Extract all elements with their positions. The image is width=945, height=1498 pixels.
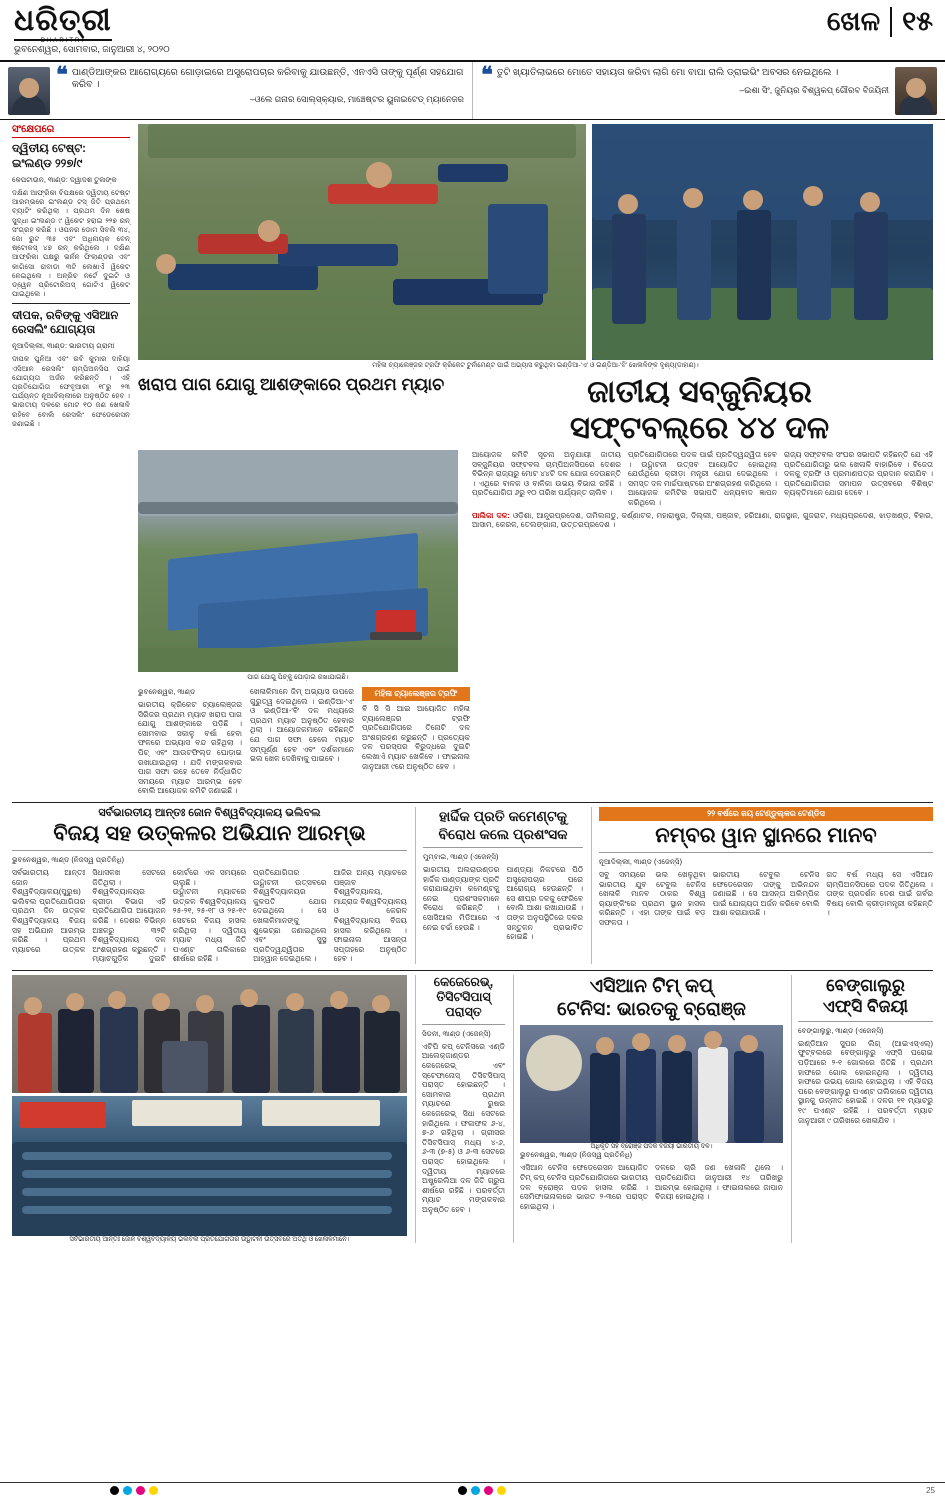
- volleyball-col-1: ସର୍ବଭାରତୀୟ ଆନ୍ତଃ ଜୋନ ବିଶ୍ୱବିଦ୍ୟାଳୟ(ପୁରୁଷ) ଭଲିବଲ ପ୍ରତିଯୋଗିତାର ପ୍ରଥମ ଦିନ ଉତ୍କଳ ବିଶ୍ୱବିଦ୍ୟାଳୟ ବିଜୟ ସହ ଅଭିଯାନ ଆରମ୍ଭ କରିଛି । ପ୍ରଥମ ମ୍ୟାଚରେ ଉତ୍କଳ ସିଧାସଳଖ ସେଟରେ ଜିତିଥିଲା ।: [12, 867, 166, 954]
- footer-page-number: 25: [926, 1486, 935, 1495]
- brief-item-2: [12, 309, 130, 428]
- manav-col-3: ଗତ ବର୍ଷ ମଧ୍ୟ ସେ ଏସିଆନ ଚାମ୍ପିଅନସିପରେ ପଦକ ଜିତିଥିଲେ । ତାଙ୍କ ପ୍ରଦର୍ଶନ ଦେଶ ପାଇଁ ଗର୍ବର ବିଷୟ ବୋଲି କ୍ରୀଡ଼ାମନ୍ତ୍ରୀ କହିଛନ୍ତି ।: [826, 869, 933, 918]
- section-title: ଖେଳ: [826, 6, 881, 36]
- lead-lower-col-b: [250, 687, 354, 796]
- top-photo-row: [138, 124, 933, 360]
- lead-lower-spacer: [478, 687, 933, 796]
- dot-5: [458, 1486, 467, 1495]
- lead-officials-text: ଓଡ଼ିଶା, ଆନ୍ଧ୍ରପ୍ରଦେଶ, ତାମିଲନାଡୁ, କର୍ଣ୍ଣାଟକ, ମହାରାଷ୍ଟ୍ର, ଦିଲ୍ଲୀ, ପଞ୍ଜାବ, ହରିଆଣା, ରାଜସ୍ଥାନ, ଗୁଜରାଟ, ମଧ୍ୟପ୍ରଦେଶ, ଝାଡ଼ଖଣ୍ଡ, ବିହାର, ଆସାମ, କେରଳ, ତେଲଙ୍ଗାନା, ଉତ୍ତରପ୍ରଦେଶ ।: [472, 510, 933, 530]
- masthead: [0, 0, 945, 62]
- volleyball-col-2: ବିଶ୍ୱବିଦ୍ୟାଳୟର କ୍ରୀଡ଼ା ବିଭାଗ ଏହି ପ୍ରତିଯୋଗିତା ଆୟୋଜନ କରିଛି । ଦେଶର ବିଭିନ୍ନ ଅଞ୍ଚଳରୁ ୩୨ଟି ବିଶ୍ୱବିଦ୍ୟାଳୟ ଦଳ ଅଂଶଗ୍ରହଣ କରୁଛନ୍ତି । ମ୍ୟାଚଗୁଡ଼ିକ ଦୁଇଟି କୋର୍ଟରେ ଏକ ସମୟରେ ଚାଲୁଛି ।: [92, 867, 247, 964]
- registration-dots: [110, 1486, 158, 1495]
- story-hardik: [415, 807, 583, 964]
- bottom-photo-col: [12, 975, 407, 1244]
- volleyball-photo-caption: ସର୍ବଭାରତୀୟ ଆନ୍ତଃ ଜୋନ ବିଶ୍ୱବିଦ୍ୟାଳୟ ଭଲିବଲ ପ୍ରତିଯୋଗିତାର ଉଦ୍ଘାଟନୀ ଉତ୍ସବରେ ଅତିଥି ଓ ଖେଳାଳିମାନେ।: [69, 1235, 350, 1243]
- quote-bar: [0, 62, 945, 120]
- lead-headline-row: [138, 374, 933, 446]
- quote-source-1: –ଓଲେ ଗନାର ସୋଲ୍‌ସ୍କ୍ୟାର, ମାଞ୍ଚେଷ୍ଟର ୟୁନାଇଟେଡ୍‌ ମ୍ୟାନେଜର: [250, 94, 464, 104]
- manav-headline: ନମ୍ବର ୱାନ ସ୍ଥାନରେ ମାନବ: [655, 823, 877, 847]
- upper-section: [12, 124, 933, 796]
- hardik-body: [423, 865, 583, 942]
- lead-women-box: [362, 687, 470, 796]
- story-bengaluru: [791, 975, 933, 1244]
- page-number: ୧୫: [902, 6, 933, 36]
- dot-8: [497, 1486, 506, 1495]
- lead-body-col-3: ରାଜ୍ୟ ସଫ୍‌ଟବଲ ସଂଘର ସଭାପତି କହିଛନ୍ତି ଯେ ଏହି ପ୍ରତିଯୋଗିତାରୁ ଭଲ ଖେଳାଳି ବାହାରିବେ । ବିଜେତା ଦଳକୁ ଟ୍ରଫି ଓ ପ୍ରମାଣପତ୍ର ପ୍ରଦାନ କରାଯିବ । ପ୍ରତିଯୋଗିତାର ସମାପନ ଉତ୍ସବରେ ବିଶିଷ୍ଟ ବ୍ୟକ୍ତିମାନେ ଯୋଗ ଦେବେ ।: [784, 450, 933, 498]
- divider: [798, 1021, 933, 1022]
- hardik-col-2: ପାଣ୍ଡ୍ୟା ନିକଟରେ ପିଠି ଅସ୍ତ୍ରୋପଚାର ପରେ ଆରୋଗ୍ୟ ହେଉଛନ୍ତି । ସେ ଶୀଘ୍ର ଦଳକୁ ଫେରିବେ ବୋଲି ଆଶା ରଖାଯାଉଛି । ତାଙ୍କ ଅନୁପସ୍ଥିତିରେ ଦଳର ସନ୍ତୁଳନ ପ୍ରଭାବିତ ହୋଇଛି ।: [506, 864, 583, 942]
- lead-kicker: ଖରାପ ପାଗ ଯୋଗୁ ଆଶଙ୍କାରେ ପ୍ରଥମ ମ୍ୟାଚ: [138, 375, 445, 394]
- kjb-headline-2: ତିସିଟସିପାସ୍ ପରାସ୍ତ: [436, 989, 491, 1019]
- brief-title-1: ଦ୍ୱିତୀୟ ଟେଷ୍ଟ:: [12, 143, 86, 155]
- tennis-col-2: ଦଳରେ ଚାରି ଜଣ ଖେଳାଳି ଥିଲେ । ପ୍ରତିଯୋଗିତା ଜାନୁଆରୀ ୧୪ ତାରିଖରୁ ଆରମ୍ଭ ହୋଇଥିଲା । ଫାଇନାଲରେ ଜାପାନ ବିଜୟୀ ହୋଇଥିଲା ।: [655, 1163, 783, 1202]
- story-tennis: [513, 975, 783, 1244]
- volleyball-col-5: ଆଜିର ଅନ୍ୟ ମ୍ୟାଚରେ ପଞ୍ଜାବ ବିଶ୍ୱବିଦ୍ୟାଳୟ, ମାନ୍ଦ୍ରାଜ ବିଶ୍ୱବିଦ୍ୟାଳୟ ଓ କେରଳ ବିଶ୍ୱବିଦ୍ୟାଳୟ ବିଜୟ ହାସଲ କରିଥିଲେ । ଫାଇନାଲ ଆସନ୍ତା ସପ୍ତାହରେ ଅନୁଷ୍ଠିତ ହେବ ।: [333, 867, 407, 964]
- footer-colorbar: [0, 1482, 945, 1498]
- upper-right-area: [138, 124, 933, 796]
- brief-title-2: ଦୀପକ, ରବିଙ୍କୁ ଏସିଆନ ରେସଲିଂ ଯୋଗ୍ୟତା: [12, 310, 119, 337]
- quote-source-2: –ଇଶା ସିଂ, ଜୁନିୟର ବିଶ୍ୱକପ୍ ଗୌରବ ବିଜୟିନୀ: [739, 85, 889, 95]
- manav-col-1: ସବୁ ସମୟରେ ଭଲ ଖେଳୁଥିବା ଭାରତୀୟ ଯୁବ ଟେବୁଲ ଟେନିସ ଖେଳାଳି ମାନବ ଠାକର ବିଶ୍ୱ ର‍୍ୟାଙ୍କିଂରେ ପ୍ରଥମ ସ୍ଥାନ ହାସଲ କରିଛନ୍ତି । ଏହା ତାଙ୍କ ପାଇଁ ବଡ଼ ସଫଳତା ।: [599, 869, 706, 927]
- photo-tennis-team: [520, 1025, 783, 1143]
- women-box-text: ବି ସି ସି ଆଇ ଆୟୋଜିତ ମହିଳା ଚ୍ୟାଲେଞ୍ଜର ଟ୍ରଫି ପ୍ରତିଯୋଗିତାରେ ତିନୋଟି ଦଳ ଅଂଶଗ୍ରହଣ କରୁଛନ୍ତି । ପ୍ରତ୍ୟେକ ଦଳ ପରସ୍ପର ବିରୁଦ୍ଧରେ ଦୁଇଟି ଲେଖାଏଁ ମ୍ୟାଚ ଖେଳିବେ । ଫାଇନାଲ ଜାନୁଆରୀ ୯ରେ ଅନୁଷ୍ଠିତ ହେବ ।: [362, 704, 470, 771]
- lead-headline-line1: ଜାତୀୟ ସବ୍‌ଜୁନିୟର: [587, 374, 812, 409]
- lead-headline-wrap: [466, 374, 933, 446]
- lead-body-col-2: ପ୍ରତିଯୋଗିତାରେ ପଦକ ପାଇଁ ପ୍ରତିଦ୍ୱନ୍ଦ୍ୱିତା ହେବ । ଉଦ୍ଘାଟନୀ ଉତ୍ସବ ଆୟୋଜିତ ହୋଇଥିଲା ଯେଉଁଥିରେ କ୍ରୀଡ଼ା ମନ୍ତ୍ରୀ ଯୋଗ ଦେଇଥିଲେ । ସମସ୍ତ ଦଳ ମାର୍ଚ୍ଚପାଷ୍ଟରେ ଅଂଶଗ୍ରହଣ କରିଥିଲେ । ଆୟୋଜକ କମିଟିର ସଭାପତି ଧନ୍ୟବାଦ ଜ୍ଞାପନ କରିଥିଲେ ।: [628, 450, 777, 507]
- kjb-text: ଏଟିପି କପ୍ ଟେନିସରେ ଏଣ୍ଡି ଆଲେକ୍ଜାଣ୍ଡର କେଜେରେଭ୍ ଏବଂ ସ୍ଟେଫାନୋସ୍ ତିସିଟସିପାସ୍ ପରାସ୍ତ ହୋଇଛନ୍ତି । ସୋମବାର ପ୍ରଥମ ମ୍ୟାଚରେ ରୁଷର କେଜେରେଭ୍ ସିଧା ସେଟରେ ହାରିଥିଲେ । ଫଳାଫଳ ୬-୪, ୭-୬ ରହିଥିଲା । ଗ୍ରୀସର ତିସିଟସିପାସ୍ ମଧ୍ୟ ୪-୬, ୬-୩ (୭-୫) ଓ ୬-୩ ସେଟରେ ପରାସ୍ତ ହୋଇଥିଲେ । ଦ୍ୱିତୀୟ ମ୍ୟାଚରେ ଅଷ୍ଟ୍ରେଲିଆ ଦଳ ଜିତି ଗ୍ରୁପ ଶୀର୍ଷରେ ରହିଛି । ପରବର୍ତ୍ତୀ ମ୍ୟାଚ ମଙ୍ଗଳବାର ଅନୁଷ୍ଠିତ ହେବ ।: [422, 1041, 505, 1214]
- divider: [599, 852, 933, 853]
- quote-text-2: ତୁଟି ଖ୍ୟାତିଲାଭରେ ମୋତେ ସହାୟତା କରିବା ଲାଗି ମୋ ବାପା ରାଲି ଡ୍ରାଇଭିଂ ଅବସର ନେଇଥିଲେ ।: [496, 67, 839, 78]
- masthead-dateline: ଭୁବନେଶ୍ୱର, ସୋମବାର, ଜାନୁଆରୀ ୪, ୨୦୨୦: [14, 44, 170, 54]
- lead-officials: [472, 511, 933, 530]
- divider: [12, 303, 130, 304]
- masthead-section-block: [827, 6, 933, 38]
- lead-body-columns: [472, 450, 933, 508]
- lead-photo-caption: ପାଗ ଯୋଗୁ ପିଚ୍‌କୁ ଘୋଡ଼ାଇ ରଖାଯାଇଛି।: [247, 674, 349, 681]
- lead-photo-col: [138, 450, 458, 684]
- lead-kicker-wrap: [138, 374, 458, 446]
- top-photo-caption: ମହିଳା ଚ୍ୟାଲେଞ୍ଜର ଟ୍ରଫି କ୍ରିକେଟ ଟୁର୍ନାମେଣ୍ଟ ପାଇଁ ଅଭ୍ୟାସ କରୁଥିବା ଇଣ୍ଡିଆ-'ଏ' ଓ ଇଣ୍ଡିଆ-'ବି' ଖେଳାଳିଙ୍କ ଦୃଶ୍ୟ(ଡାହାଣ)।: [372, 362, 699, 369]
- page-body: [0, 120, 945, 1243]
- women-box-title: ମହିଳା ଚ୍ୟାଲେଞ୍ଜର ଟ୍ରଫି: [362, 687, 470, 701]
- tennis-byline: ଭୁବନେଶ୍ୱର, ୩ାଣ୍ଡ (ନିଜସ୍ୱ ପ୍ରତିନିଧି): [520, 1150, 632, 1160]
- hardik-headline-1: ହାର୍ଦ୍ଦିକ ପ୍ରତି କମେଣ୍ଟକୁ: [438, 807, 568, 824]
- logo-latin-name: DHARITRI: [40, 38, 86, 44]
- volleyball-headline: ବିଜୟ ସହ ଉତ୍କଳର ଅଭିଯାନ ଆରମ୍ଭ: [53, 821, 366, 845]
- divider: [12, 850, 407, 851]
- bengaluru-headline-2: ଏଫ୍‌ସି ବିଜୟୀ: [822, 996, 909, 1016]
- newspaper-logo: [14, 4, 112, 44]
- quote-mark-icon: ❝: [56, 62, 68, 87]
- quote-mark-icon: ❝: [481, 62, 493, 87]
- brief-subtitle-1: ଇଂଲଣ୍ଡ ୨୨୭/୯: [12, 158, 83, 170]
- story-volleyball: [12, 807, 407, 964]
- kjb-headline-1: କେଜେରେଭ୍,: [433, 974, 494, 989]
- manav-byline: ନୂଆଦିଲ୍ଲୀ, ୩ାଣ୍ଡ (ଏଜେନ୍ସି): [599, 856, 683, 866]
- lead-lower-col-a: [138, 687, 242, 796]
- dot-7: [484, 1486, 493, 1495]
- dot-4: [149, 1486, 158, 1495]
- photo-audience: [12, 1096, 407, 1236]
- story-manav: [591, 807, 933, 964]
- lead-content-row: [138, 450, 933, 684]
- photo-covered-pitch: [138, 450, 458, 672]
- lead-col-b-text: ଖେଳାଳିମାନେ ଜିମ୍ ଅଭ୍ୟାସ ଉପରେ ଗୁରୁତ୍ୱ ଦେଇଥିଲେ । ଇଣ୍ଡିଆ-'ଏ' ଓ ଇଣ୍ଡିଆ-'ବି' ଦଳ ମଧ୍ୟରେ ପ୍ରଥମ ମ୍ୟାଚ ଅନୁଷ୍ଠିତ ହେବାର ଥିଲା । ଆୟୋଜକମାନେ କହିଛନ୍ତି ଯେ ପାଗ ସଫା ହେଲେ ମ୍ୟାଚ ସମ୍ପୂର୍ଣ୍ଣ ହେବ ଏବଂ ଦର୍ଶକମାନେ ଭଲ ଖେଳ ଦେଖିବାକୁ ପାଇବେ ।: [250, 687, 354, 764]
- lead-lower-row: [138, 687, 933, 796]
- story-kjb: [415, 975, 505, 1244]
- divider: [12, 802, 933, 803]
- photo-training-run: [592, 124, 933, 360]
- bengaluru-byline: ବେଙ୍ଗାଲୁରୁ, ୩ାଣ୍ଡ (ଏଜେନ୍ସି): [798, 1025, 884, 1035]
- quote-block-2: [472, 62, 945, 119]
- dot-1: [110, 1486, 119, 1495]
- photo-dignitaries: [12, 975, 407, 1093]
- logo-text: ଧରିତ୍ରୀ: [14, 4, 112, 37]
- left-sidebar-column: [12, 124, 130, 796]
- lead-body-col-1: ଆୟୋଜକ କମିଟି ସୂଚନା ଅନୁଯାୟୀ ଜାତୀୟ ସବ୍‌ଜୁନିୟର ସଫ୍‌ଟବଲ ଚାମ୍ପିଅନସିପରେ ଦେଶର ବିଭିନ୍ନ ରାଜ୍ୟରୁ ମୋଟ ୪୪ଟି ଦଳ ଯୋଗ ଦେଉଛନ୍ତି । ଏଥିରେ ବାଳକ ଓ ବାଳିକା ଉଭୟ ବିଭାଗ ରହିଛି । ପ୍ରତିଯୋଗିତା ୬ରୁ ୧୦ ତାରିଖ ପର୍ଯ୍ୟନ୍ତ ଚାଲିବ ।: [472, 450, 621, 498]
- brief-text-1: ଦକ୍ଷିଣ ଆଫ୍ରିକା ବିପକ୍ଷରେ ଦ୍ୱିତୀୟ ଟେଷ୍ଟ ଆରମ୍ଭରେ ଇଂଲଣ୍ଡ ଟସ୍ ଜିତି ପ୍ରଥମେ ବ୍ୟାଟିଂ କରିଥିଲା । ପ୍ରଥମ ଦିନ ଶେଷ ସୁଦ୍ଧା ଇଂଲଣ୍ଡ ୯ ୱିକେଟ ହରାଇ ୨୨୭ ରନ୍ ସଂଗ୍ରହ କରିଛି । ଓପନର ଡୋମ ସିବଲି ୩୪, ଜୋ ରୁଟ ୩୫ ଏବଂ ଅଧିନାୟକ ବେନ୍ ଷ୍ଟୋକସ୍ ୪୭ ରନ୍ କରିଥିଲେ । ଦକ୍ଷିଣ ଆଫ୍ରିକା ପକ୍ଷରୁ ଭର୍ନନ ଫିଲାଣ୍ଡର ଏବଂ କାଗିସୋ ରାବାଡା ୩ଟି ଲେଖାଏଁ ୱିକେଟ ନେଇଥିଲେ । ଅନ୍ରିଚ ନର୍ଟେ ଦୁଇଟି ଓ ଡ୍ୱେନ ପ୍ରିଟୋରିଅସ୍ ଗୋଟିଏ ୱିକେଟ ପାଇଥିଲେ ।: [12, 188, 130, 299]
- dot-2: [123, 1486, 132, 1495]
- tennis-headline-1: ଏସିଆନ ଟିମ୍ କପ୍: [589, 975, 714, 997]
- divider: [890, 7, 892, 37]
- quote-portrait-2: [895, 67, 937, 115]
- tennis-body: [520, 1163, 783, 1211]
- manav-body: [599, 870, 933, 928]
- hardik-headline-2: ବିରୋଧ କଲେ ପ୍ରଶଂସକ: [438, 825, 568, 842]
- photo-training-stretch: [138, 124, 586, 360]
- brief-section-label: ସଂକ୍ଷେପରେ: [12, 124, 130, 138]
- dot-6: [471, 1486, 480, 1495]
- volleyball-kicker: ସର୍ବଭାରତୀୟ ଆନ୍ତଃ ଜୋନ ବିଶ୍ୱବିଦ୍ୟାଳୟ ଭଲିବଲ: [98, 806, 321, 819]
- quote-text-1: ପାଣ୍ଡିଆଙ୍କର ଆରୋଗ୍ୟରେ ଗୋଡ଼ାଇରେ ଅସ୍ତ୍ରୋପଚାର କରିବାକୁ ଯାଉଛନ୍ତି, ଏନଏସି ତାଙ୍କୁ ପୂର୍ଣ୍ଣ ସହଯୋଗ କରିବ ।: [71, 67, 464, 90]
- lead-officials-label: ପାଲିକା ଦଳ:: [472, 510, 510, 520]
- volleyball-byline: ଭୁବନେଶ୍ୱର, ୩ାଣ୍ଡ (ନିଜସ୍ୱ ପ୍ରତିନିଧି): [12, 854, 124, 864]
- tennis-col-1: ଏସିଆନ ଟେନିସ ଫେଡେରେସନ ଆୟୋଜିତ ଟିମ୍ କପ୍ ଟେନିସ ପ୍ରତିଯୋଗିତାରେ ଭାରତୀୟ ଦଳ ବ୍ରୋଞ୍ଜ ପଦକ ହାସଲ କରିଛି । ସେମିଫାଇନାଲରେ ଭାରତ ୨-୩ରେ ପରାସ୍ତ ହୋଇଥିଲା ।: [520, 1163, 648, 1211]
- brief-byline-1: କେପଟାଉନ, ୩ାଣ୍ଡ: ଦ୍ୱାଦଶ ତୁଳାଙ୍କ: [12, 175, 117, 184]
- middle-section: [12, 807, 933, 964]
- manav-kicker: ୨୨ ବର୍ଷରେ ଜୟ ଟେଣ୍ଡୁଲ୍‌କର ଟେଣ୍ଡିସ: [599, 807, 933, 821]
- hardik-byline: ମୁମ୍ବାଇ, ୩ାଣ୍ଡ (ଏଜେନ୍ସି): [423, 851, 499, 861]
- volleyball-col-3: ଉଦ୍ଘାଟନୀ ମ୍ୟାଚରେ ଉତ୍କଳ ବିଶ୍ୱବିଦ୍ୟାଳୟ ୨୫-୨୧, ୨୫-୧୮ ଓ ୨୫-୧୯ ସେଟରେ ବିଜୟ ହାସଲ କରିଥିଲା । ଦ୍ୱିତୀୟ ମ୍ୟାଚ ମଧ୍ୟ ଜିତି ପଏଣ୍ଟ ତାଲିକାରେ ଶୀର୍ଷରେ ରହିଛି ।: [172, 887, 247, 964]
- registration-dots-2: [458, 1486, 506, 1495]
- quote-block-1: [0, 62, 472, 119]
- bengaluru-text: ଇଣ୍ଡିଆନ ସୁପର ଲିଗ୍ (ଆଇଏସ୍‌ଏଲ୍) ଫୁଟ୍‌ବଲରେ ବେଙ୍ଗାଲୁରୁ ଏଫ୍‌ସି ଘରୋଇ ପଡ଼ିଆରେ ୨-୧ ଗୋଲରେ ଜିତିଛି । ପ୍ରଥମ ହାଫରେ ଗୋଲ ହୋଇନଥିଲା । ଦ୍ୱିତୀୟ ହାଫରେ ଉଭୟ ଗୋଲ ହୋଇଥିଲା । ଏହି ବିଜୟ ପରେ ବେଙ୍ଗାଲୁରୁ ପଏଣ୍ଟ ତାଲିକାରେ ଦ୍ୱିତୀୟ ସ୍ଥାନକୁ ଉନ୍ନୀତ ହୋଇଛି । ଦଳର ୧୧ ମ୍ୟାଚରୁ ୧୯ ପଏଣ୍ଟ ରହିଛି । ପରବର୍ତ୍ତୀ ମ୍ୟାଚ ଜାନୁଆରୀ ୯ ତାରିଖରେ ଖେଳାଯିବ ।: [798, 1038, 933, 1125]
- lead-headline-line2: ସଫ୍‌ଟବଲ୍‌ରେ ୪୪ ଦଳ: [569, 410, 830, 445]
- tennis-photo-caption: ଅଧିକୃତ ସହ ବ୍ରୋଞ୍ଜ ପଦକ ବିଜୟୀ ଭାରତୀୟ ଦଳ।: [590, 1142, 713, 1150]
- manav-col-2: ଭାରତୀୟ ଟେବୁଲ ଟେନିସ ଫେଡେରେସନ ତାଙ୍କୁ ଅଭିନନ୍ଦନ ଜଣାଇଛି । ସେ ଆସନ୍ତା ଅଲିମ୍ପିକ ପାଇଁ ଯୋଗ୍ୟତା ଅର୍ଜନ କରିବେ ବୋଲି ଆଶା କରାଯାଉଛି ।: [712, 869, 820, 918]
- volleyball-col-4: ପ୍ରତିଯୋଗିତାର ଉଦ୍ଘାଟନୀ ଉତ୍ସବରେ ବିଶ୍ୱବିଦ୍ୟାଳୟର କୁଳପତି ଯୋଗ ଦେଇଥିଲେ । ସେ ଖେଳାଳିମାନଙ୍କୁ ଶୁଭେଚ୍ଛା ଜଣାଇଥିଲେ ଏବଂ ସୁସ୍ଥ ପ୍ରତିଦ୍ୱନ୍ଦ୍ୱିତାର ଆହ୍ୱାନ ଦେଇଥିଲେ ।: [253, 867, 327, 964]
- dot-3: [136, 1486, 145, 1495]
- bengaluru-headline-1: ବେଙ୍ଗାଲୁରୁ: [826, 975, 905, 995]
- brief-item-1: [12, 142, 130, 298]
- brief-text-2: ଦୀପକ ପୁନିଆ ଏବଂ ରବି କୁମାର ଦାହିୟା ଏସିଆନ ରେସଲିଂ ଚାମ୍ପିଅନସିପ ପାଇଁ ଯୋଗ୍ୟତା ଅର୍ଜନ କରିଛନ୍ତି । ଏହି ପ୍ରତିଯୋଗିତା ଫେବୃଆରୀ ୧୮ରୁ ୨୩ ପର୍ଯ୍ୟନ୍ତ ନୂଆଦିଲ୍ଲୀରେ ଅନୁଷ୍ଠିତ ହେବ । ଭାରତୀୟ ଦଳରେ ମୋଟ ୧୦ ଜଣ ଖେଳାଳି ରହିବେ ବୋଲି ରେସଲିଂ ଫେଡେରେସନ ଜଣାଇଛି ।: [12, 354, 130, 428]
- quote-portrait-1: [8, 67, 50, 115]
- brief-byline-2: ନୂଆଦିଲ୍ଲୀ, ୩ାଣ୍ଡ: ଭାରତୀୟ ଗ୍ରାମୀ: [12, 341, 115, 351]
- tennis-headline-2: ଟେନିସ: ଭାରତକୁ ବ୍ରୋଞ୍ଜ: [557, 998, 746, 1020]
- lead-byline: ଭୁବନେଶ୍ୱର, ୩ାଣ୍ଡ: [138, 687, 196, 696]
- hardik-col-1: ଭାରତୀୟ ଅଲରାଉଣ୍ଡର ହାର୍ଦ୍ଦିକ ପାଣ୍ଡ୍ୟାଙ୍କ ପ୍ରତି କରାଯାଇଥିବା କମେଣ୍ଟକୁ ନେଇ ପ୍ରଶଂସକମାନେ ବିରୋଧ କରିଛନ୍ତି । ସୋସିଆଲ ମିଡିଆରେ ଏ ନେଇ ଚର୍ଚ୍ଚା ହେଉଛି ।: [423, 864, 500, 932]
- divider: [422, 1024, 505, 1025]
- kjb-byline: ସିଡନୀ, ୩ାଣ୍ଡ (ଏଜେନ୍ସି): [422, 1028, 491, 1038]
- divider: [12, 970, 933, 971]
- volleyball-body: [12, 868, 407, 964]
- lead-text-col: [466, 450, 933, 684]
- lead-col-a-text: ଭାରତୀୟ କ୍ରିକେଟ ଚ୍ୟାଲେଞ୍ଜର ସିରିଜର ପ୍ରଥମ ମ୍ୟାଚ ଖରାପ ପାଗ ଯୋଗୁ ଆଶଙ୍କାରେ ପଡ଼ିଛି । ସୋମବାର ସକାଳୁ ବର୍ଷା ହେବା ଫଳରେ ଅଭ୍ୟାସ ବନ୍ଦ ରହିଥିଲା । ପିଚ୍ ଏବଂ ଆଉଟଫିଲ୍ଡ ଘୋଡ଼ାଇ ରଖାଯାଇଥିଲା । ଯଦି ମଙ୍ଗଳବାର ପାଗ ସଫା ରହେ ତେବେ ନିର୍ଦ୍ଧାରିତ ସମୟରେ ମ୍ୟାଚ ଆରମ୍ଭ ହେବ ବୋଲି ଆୟୋଜକ କମିଟି ଜଣାଇଛି ।: [138, 700, 242, 796]
- bottom-section: [12, 975, 933, 1244]
- divider: [423, 847, 583, 848]
